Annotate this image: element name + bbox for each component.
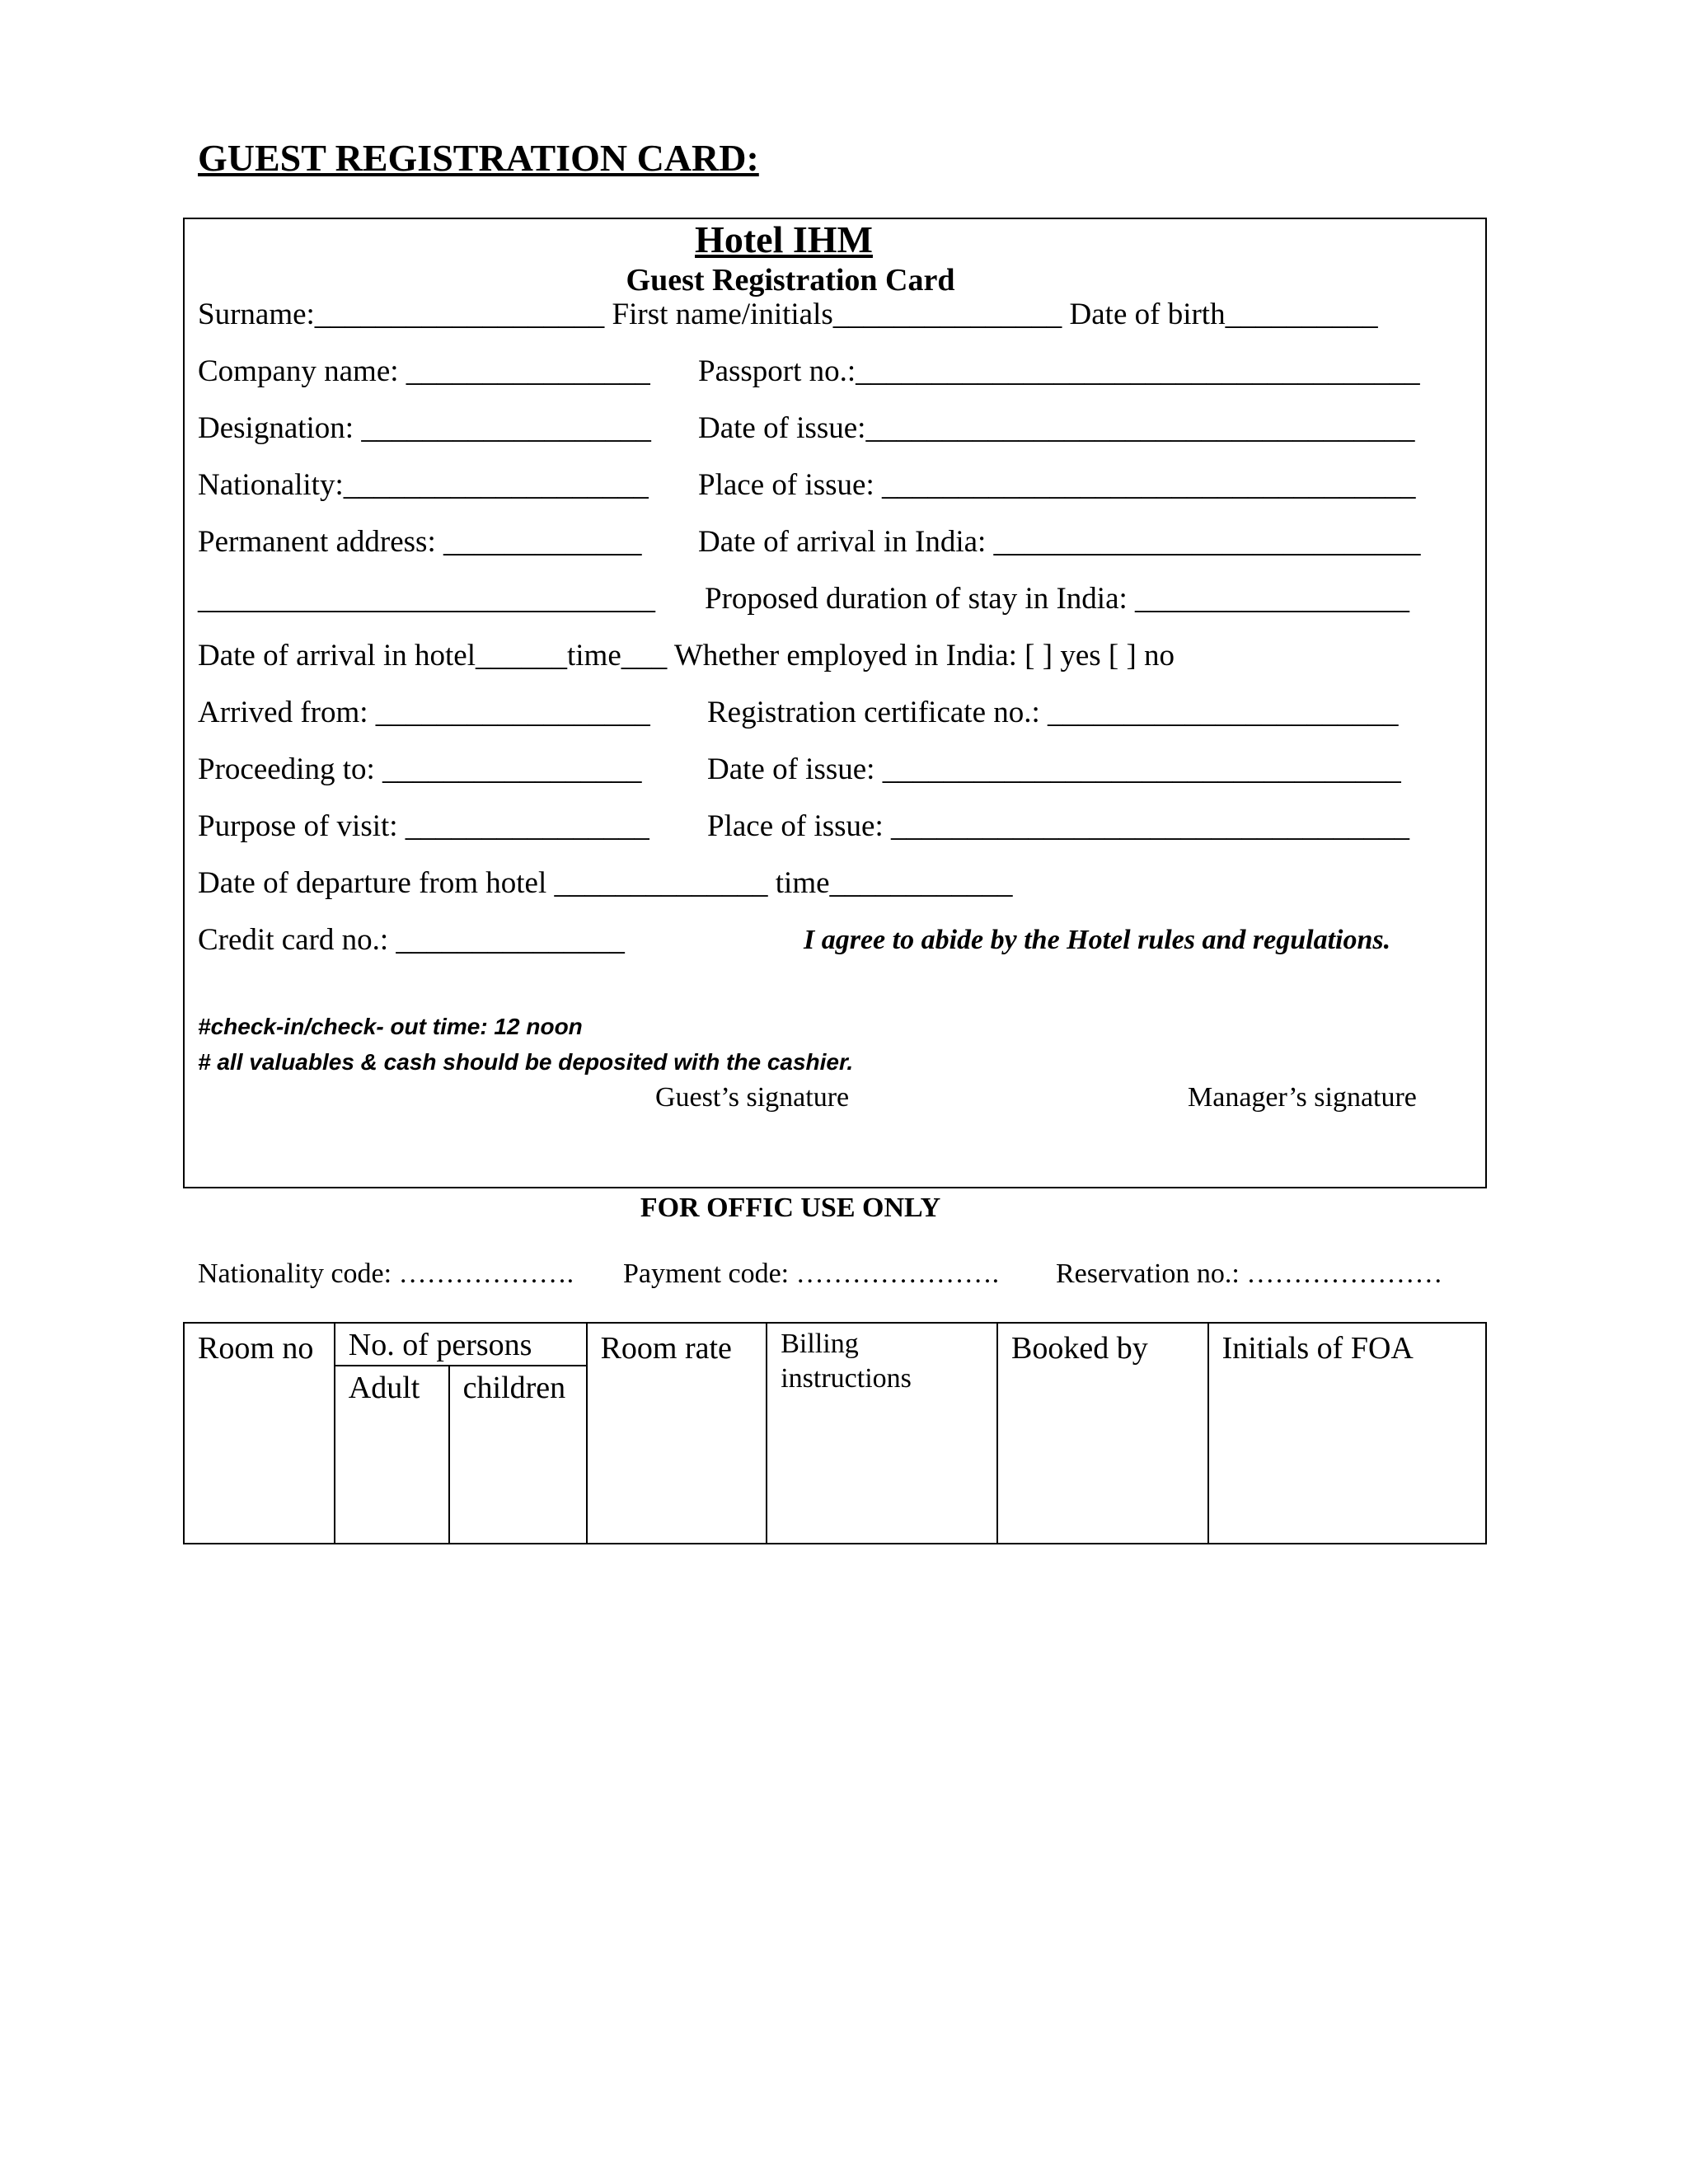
designation-field: Designation: ___________________ (198, 411, 651, 445)
adult-cell (335, 1366, 449, 1544)
address-continuation-line: ______________________________ (198, 582, 655, 616)
guest-signature-label: Guest’s signature (655, 1082, 850, 1113)
certificate-place-of-issue-field: Place of issue: __________________________________ (707, 809, 1409, 843)
initials-of-foa-header: Initials of FOA (1221, 1331, 1414, 1366)
passport-no-field: Passport no.:_____________________________________ (698, 354, 1420, 388)
surname-row: Surname:___________________ First name/initials_______________ Date of birth__________ (198, 298, 1378, 331)
credit-card-field: Credit card no.: _______________ (198, 923, 625, 957)
office-use-heading: FOR OFFIC USE ONLY (640, 1193, 941, 1223)
office-use-table (183, 1322, 1487, 1544)
arrival-employment-row: Date of arrival in hotel______time___ Whether employed in India: [ ] yes [ ] no (198, 639, 1175, 673)
room-rate-cell (587, 1323, 767, 1544)
no-of-persons-header: No. of persons (348, 1328, 532, 1362)
proceeding-to-field: Proceeding to: _________________ (198, 752, 642, 786)
nationality-field: Nationality:____________________ (198, 468, 649, 502)
nationality-code-field: Nationality code: ………………. (198, 1258, 574, 1289)
passport-date-of-issue-field: Date of issue:____________________________________ (698, 411, 1415, 445)
card-subtitle: Guest Registration Card (626, 263, 955, 298)
permanent-address-field: Permanent address: _____________ (198, 525, 642, 559)
booked-by-cell (997, 1323, 1208, 1544)
purpose-of-visit-field: Purpose of visit: ________________ (198, 809, 649, 843)
adult-header: Adult (348, 1371, 420, 1405)
arrived-from-field: Arrived from: __________________ (198, 696, 650, 729)
valuables-note: # all valuables & cash should be deposited with the cashier. (198, 1049, 854, 1075)
manager-signature-label: Manager’s signature (1188, 1082, 1417, 1113)
payment-code-field: Payment code: …………………. (623, 1258, 1000, 1289)
passport-place-of-issue-field: Place of issue: ___________________________________ (698, 468, 1416, 502)
billing-instructions-header: Billing instructions (781, 1329, 912, 1394)
proposed-stay-field: Proposed duration of stay in India: __________________ (705, 582, 1410, 616)
no-of-persons-cell (335, 1323, 587, 1366)
hotel-name: Hotel IHM (695, 218, 873, 260)
checkin-note: #check-in/check- out time: 12 noon (198, 1014, 583, 1039)
children-header: children (462, 1371, 566, 1405)
billing-instructions-cell (767, 1323, 997, 1544)
registration-certificate-field: Registration certificate no.: _______________________ (707, 696, 1399, 729)
date-of-departure-field: Date of departure from hotel ______________ time____________ (198, 866, 1013, 900)
company-name-field: Company name: ________________ (198, 354, 650, 388)
initials-of-foa-cell (1208, 1323, 1486, 1544)
agreement-statement: I agree to abide by the Hotel rules and regulations. (804, 925, 1391, 955)
date-of-arrival-india-field: Date of arrival in India: ____________________________ (698, 525, 1421, 559)
children-cell (449, 1366, 587, 1544)
reservation-no-field: Reservation no.: ………………… (1056, 1258, 1443, 1289)
room-no-cell (184, 1323, 335, 1544)
room-no-header: Room no (198, 1331, 314, 1366)
certificate-date-of-issue-field: Date of issue: __________________________________ (707, 752, 1401, 786)
room-rate-header: Room rate (600, 1331, 732, 1366)
document-title: GUEST REGISTRATION CARD: (198, 137, 759, 179)
booked-by-header: Booked by (1011, 1331, 1148, 1366)
